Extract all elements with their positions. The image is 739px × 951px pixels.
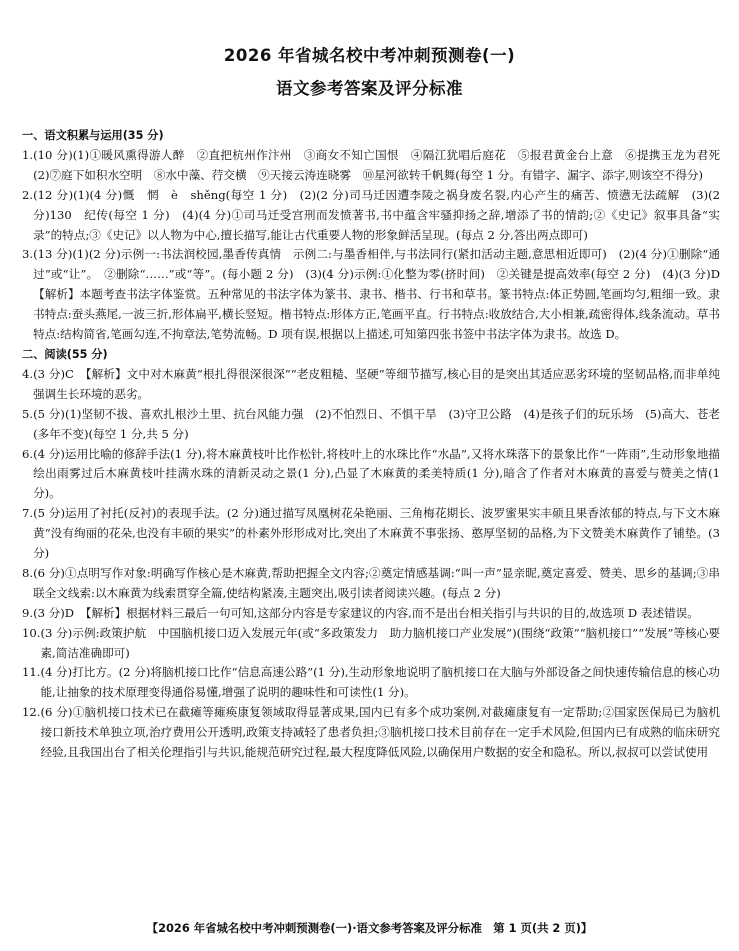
item-text: (4 分)打比方。(2 分)将脑机接口比作“信息高速公路”(1 分),生动形象地说明了脑机接口在大脑与外部设备之间快速传输信息的核心功能,让抽象的技术原理变得通俗易懂,增强了说明的趣味性和可读性(1 分)。 xyxy=(40,665,720,700)
item-text: (10 分)(1)①暖风熏得游人醉 ②直把杭州作汴州 ③商女不知亡国恨 ④隔江犹唱后庭花 ⑤报君黄金台上意 ⑥提携玉龙为君死 (2)⑦庭下如积水空明 ⑧水中藻、荇交横 ⑨天接云涛连晓雾 ⑩星河欲转千帆舞(每空 1 分。有错字、漏字、添字,则该空不得分) xyxy=(33,147,732,182)
item-text: (3 分)示例:政策护航 中国脑机接口迈入发展元年(或“多政策发力 助力脑机接口产业发展”)(围绕“政策”“脑机接口”“发展”等核心要素,简洁准确即可) xyxy=(40,625,720,660)
item-text: (5 分)运用了衬托(反衬)的表现手法。(2 分)通过描写凤凰树花朵艳丽、三角梅花期长、波罗蜜果实丰硕且果香浓郁的特点,与下文木麻黄“没有绚丽的花朵,也没有丰硕的果实”的朴素外形形成对比,突出了木麻黄不事张扬、憨厚坚韧的品格,为下文赞美木麻黄作了铺垫。(3 分) xyxy=(33,506,720,561)
answer-item-6 xyxy=(22,445,720,505)
answer-item-9 xyxy=(22,604,720,624)
answer-item-5 xyxy=(22,405,720,445)
page-subtitle: 语文参考答案及评分标准 xyxy=(276,79,463,98)
section-heading-reading: 二、阅读(55 分) xyxy=(22,347,108,361)
answer-item-1 xyxy=(22,146,732,186)
item-text: (6 分)①脑机接口技术已在截瘫等瘫痪康复领域取得显著成果,国内已有多个成功案例,对截瘫康复有一定帮助;②国家医保局已为脑机接口新技术单独立项,治疗费用公开透明,政策支持减轻了患者负担;③脑机接口技术目前存在一定手术风险,但国内已有成熟的临床研究经验,且我国出台了相关伦理指引与共识,能规范研究过程,最大程度降低风险,以确保用户数据的安全和隐私。所以,叔叔可以尝试使用 xyxy=(40,705,720,760)
item-number: 5. xyxy=(22,406,34,421)
page-title: 2026 年省城名校中考冲刺预测卷(一) xyxy=(223,46,516,65)
item-number: 4. xyxy=(22,366,34,381)
item-number: 3. xyxy=(22,247,34,262)
answer-item-10 xyxy=(22,624,720,664)
item-number: 2. xyxy=(22,187,34,202)
item-text: (13 分)(1)(2 分)示例一:书法润校园,墨香传真情 示例二:与墨香相伴,与书法同行(紧扣活动主题,意思相近即可) (2)(4 分)①删除“通过”或“让”。 ②删除“……”或“等”。(每小题 2 分) (3)(4 分)示例:①化整为零(挤时间) ②关键是提高效率(每空 2 分) (4)(3 分)D 【解析】本题考查书法字体鉴赏。五种常见的书法字体为篆书、隶书、楷书、行书和草书。篆书特点:体正势圆,笔画均匀,粗细一致。隶书特点:蚕头燕尾,一波三折,形体扁平,横长竖短。楷书特点:形体方正,笔画平直。行书特点:收放结合,大小相兼,疏密得体,线条流动。草书特点:结构简省,笔画勾连,不拘章法,笔势流畅。D 项有误,根据以上描述,可知第四张书签中书法字体为隶书。故选 D。 xyxy=(33,247,732,342)
answer-item-2 xyxy=(22,186,720,246)
item-number: 8. xyxy=(22,565,34,580)
item-text: (3 分)C 【解析】文中对木麻黄“根扎得很深很深”“老皮粗糙、坚硬”等细节描写,核心目的是突出其适应恶劣环境的坚韧品格,而非单纯强调生长环境的恶劣。 xyxy=(33,366,720,401)
item-text: (6 分)①点明写作对象:明确写作核心是木麻黄,帮助把握全文内容;②奠定情感基调:“叫一声”显亲昵,奠定喜爱、赞美、思乡的基调;③串联全文线索:以木麻黄为线索贯穿全篇,使结构紧凑,主题突出,吸引读者阅读兴趣。(每点 2 分) xyxy=(33,565,720,600)
answer-item-8 xyxy=(22,564,720,604)
answer-item-3 xyxy=(22,245,732,345)
item-text: (5 分)(1)坚韧不拔、喜欢扎根沙土里、抗台风能力强 (2)不怕烈日、不惧干旱 (3)守卫公路 (4)是孩子们的玩乐场 (5)高大、苍老(多年不变)(每空 1 分,共 5 分) xyxy=(33,406,720,441)
item-number: 9. xyxy=(22,605,34,620)
item-text: (4 分)运用比喻的修辞手法(1 分),将木麻黄枝叶比作松针,将枝叶上的水珠比作“水晶”,又将水珠落下的景象比作“一阵雨”,生动形象地描绘出雨雾过后木麻黄枝叶挂满水珠的清新灵动之景(1 分),凸显了木麻黄的柔美特质(1 分),暗含了作者对木麻黄的喜爱与赞美之情(1 分)。 xyxy=(33,446,720,501)
item-text: (12 分)(1)(4 分)慨 惘 è shěng(每空 1 分) (2)(2 分)司马迁因遭李陵之祸身废名裂,内心产生的痛苦、愤懑无法疏解 (3)(2 分)130 纪传(每空 1 分) (4)(4 分)①司马迁受宫刑而发愤著书,书中蕴含牢骚抑扬之辞,增添了书的情韵;②《史记》叙事具备“实录”的特点;③《史记》以人物为中心,擅长描写,能让古代重要人物的形象鲜活呈现。(每点 2 分,答出两点即可) xyxy=(33,187,720,242)
item-text: (3 分)D 【解析】根据材料三最后一句可知,这部分内容是专家建议的内容,而不是出台相关指引与共识的目的,故选项 D 表述错误。 xyxy=(33,605,699,620)
item-number: 12. xyxy=(22,705,41,720)
page-footer: 【2026 年省城名校中考冲刺预测卷(一)·语文参考答案及评分标准 第 1 页(共 2 页)】 xyxy=(146,921,593,935)
answer-item-4 xyxy=(22,365,720,405)
item-number: 7. xyxy=(22,506,34,521)
item-number: 11. xyxy=(22,665,41,680)
answer-item-11 xyxy=(22,663,720,703)
section-heading-accumulation: 一、语文积累与运用(35 分) xyxy=(22,129,164,142)
item-number: 10. xyxy=(22,625,41,640)
answer-content xyxy=(22,126,732,763)
answer-item-7 xyxy=(22,504,720,564)
item-number: 6. xyxy=(22,446,34,461)
answer-item-12 xyxy=(22,703,720,763)
item-number: 1. xyxy=(22,147,34,162)
